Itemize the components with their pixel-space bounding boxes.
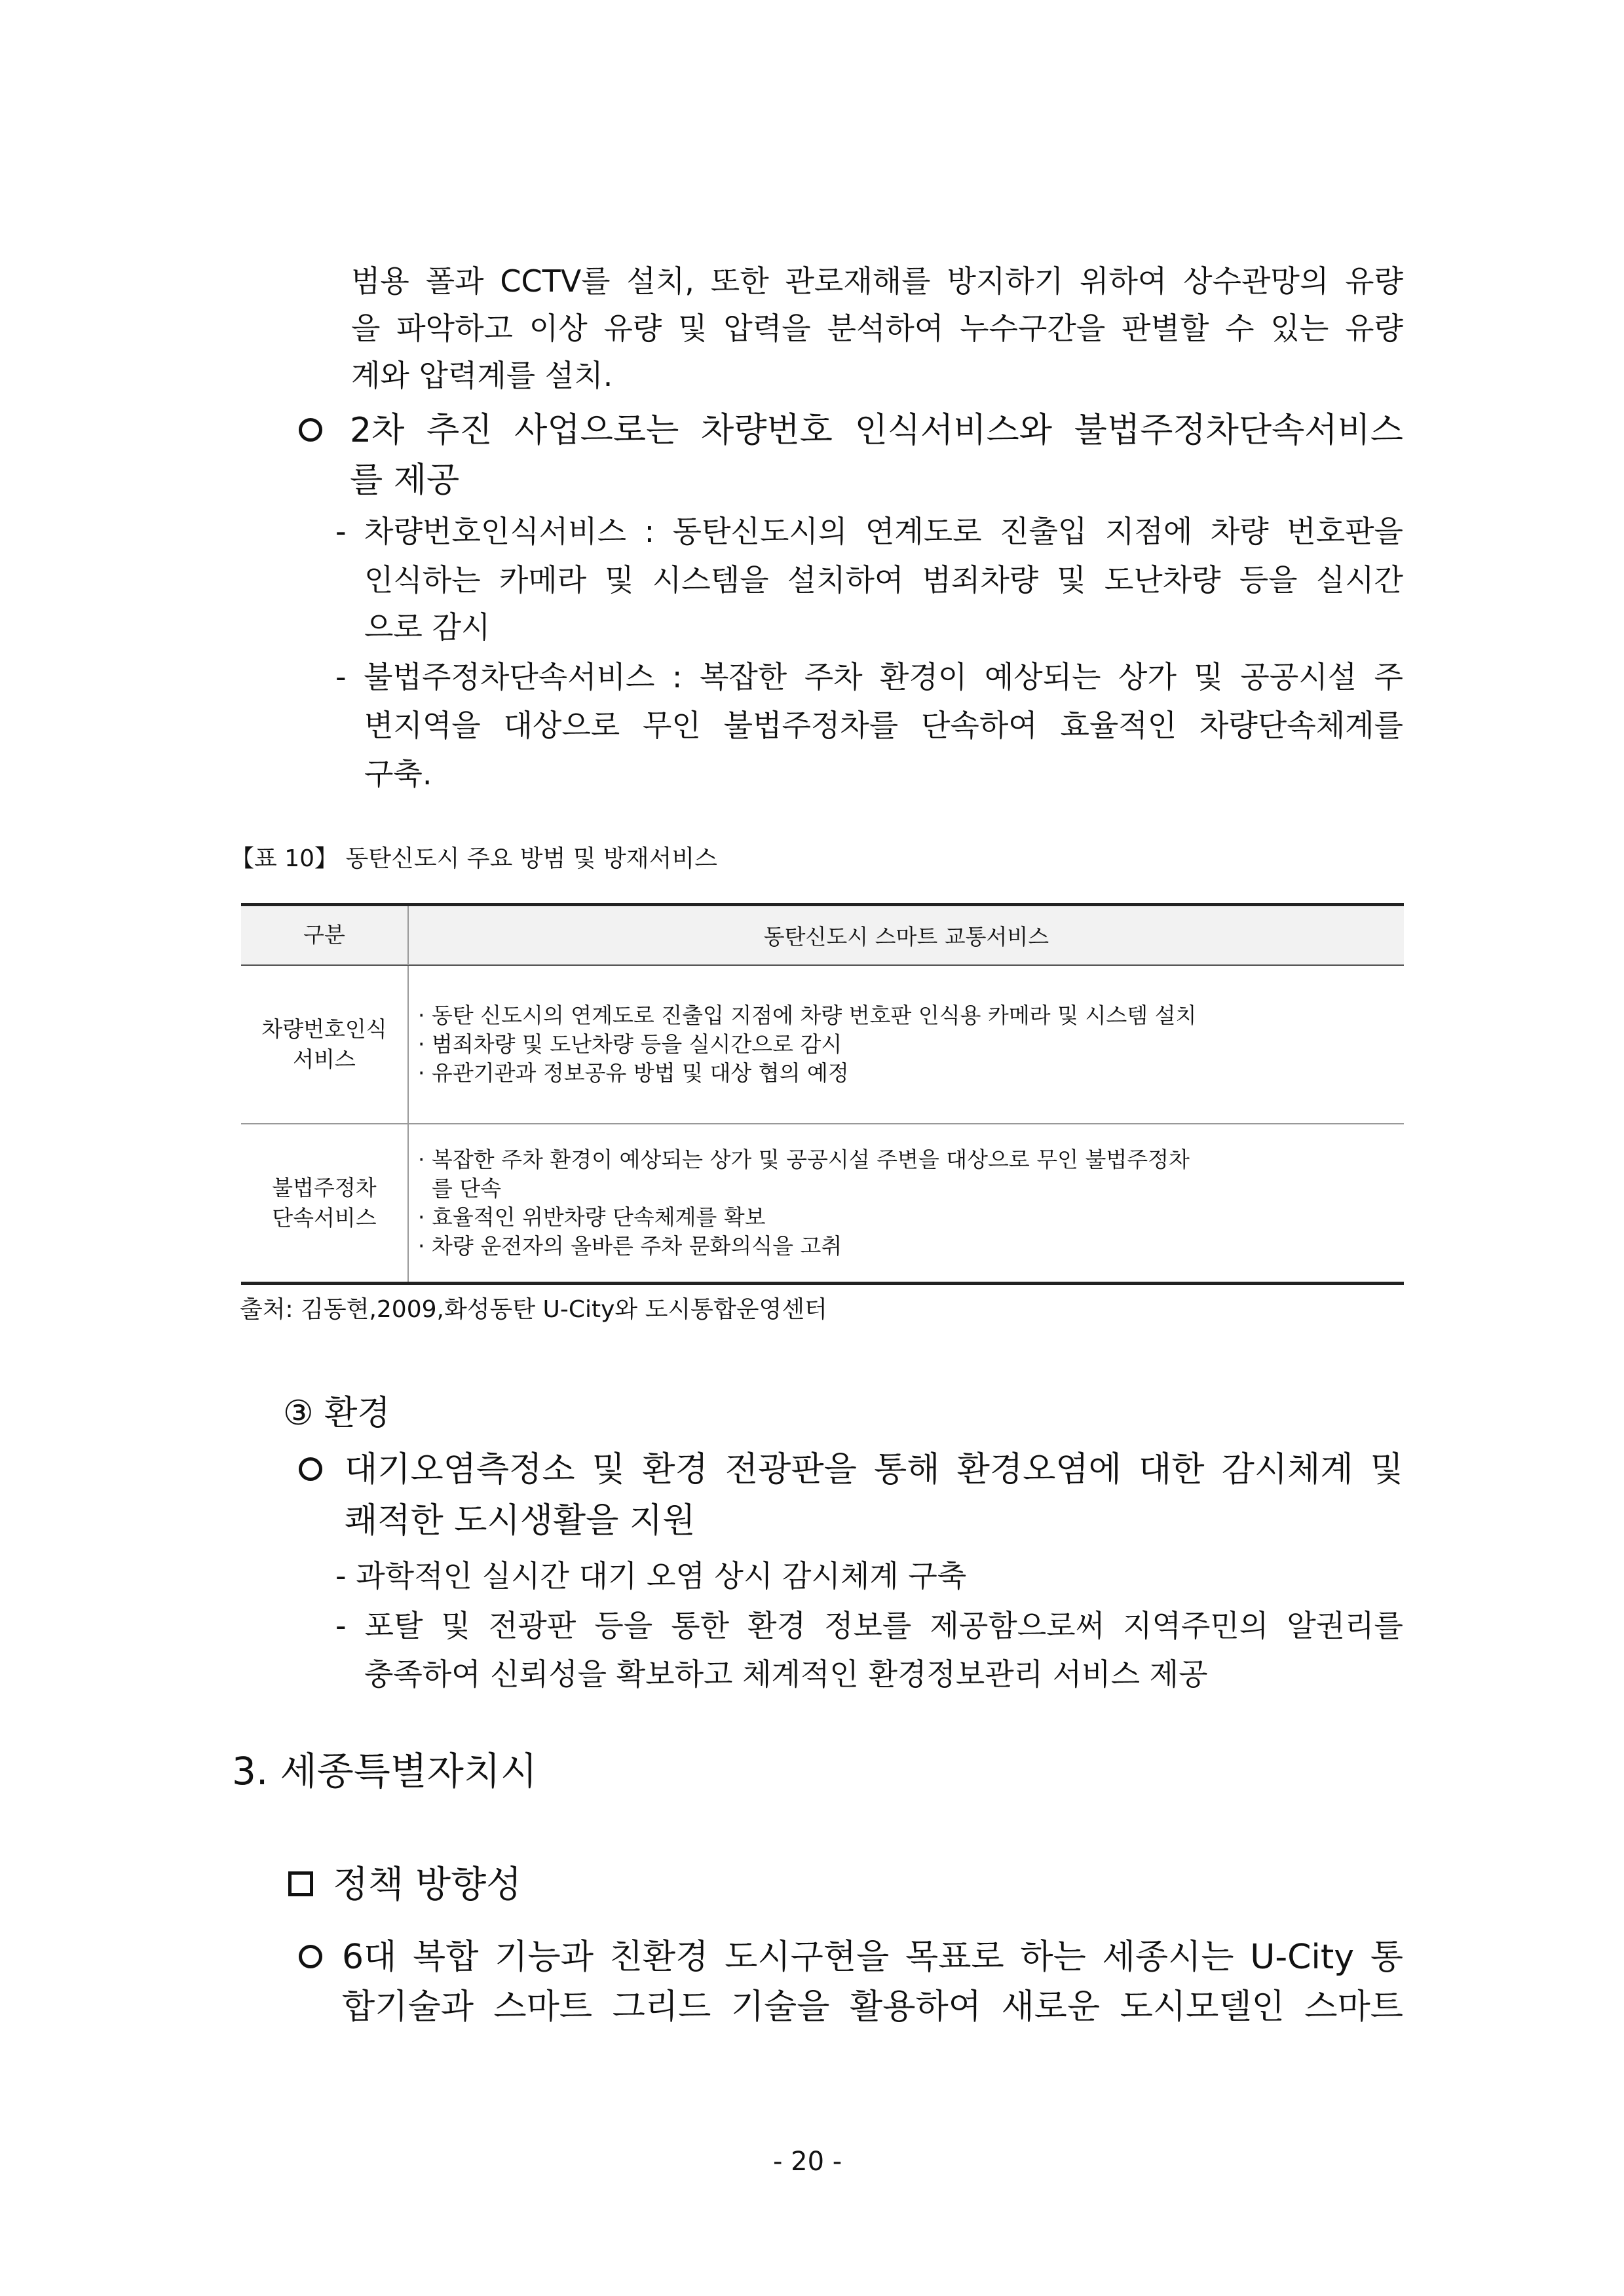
service-table — [241, 903, 1404, 1285]
dash-item-line: 으로 감시 — [364, 609, 491, 645]
table-header-cell: 동탄신도시 스마트 교통서비스 — [408, 905, 1404, 965]
dash-item-line: 인식하는 카메라 및 시스템을 설치하여 범죄차량 및 도난차량 등을 실시간 — [364, 562, 1403, 598]
table-item: · 동탄 신도시의 연계도로 진출입 지점에 차량 번호판 인식용 카메라 및 시스템 설치 — [418, 1002, 1197, 1028]
table-header-row — [241, 905, 1404, 965]
paragraph-line: 를 제공 — [350, 461, 460, 500]
paragraph-line: 합기술과 스마트 그리드 기술을 활용하여 새로운 도시모델인 스마트 — [342, 1987, 1403, 2027]
paragraph-line: 쾌적한 도시생활을 지원 — [345, 1501, 696, 1540]
dash-item-line: 변지역을 대상으로 무인 불법주정차를 단속하여 효율적인 차량단속체계를 — [364, 708, 1403, 743]
chapter-heading: 3. 세종특별자치시 — [232, 1749, 537, 1793]
table-item: · 효율적인 위반차량 단속체계를 확보 — [418, 1204, 766, 1230]
table-row — [241, 965, 1404, 1124]
table-item: · 유관기관과 정보공유 방법 및 대상 협의 예정 — [418, 1060, 849, 1086]
table-items-cell — [408, 965, 1404, 1124]
table-items-cell — [408, 1124, 1404, 1284]
category-line: 단속서비스 — [272, 1204, 377, 1231]
table-header-cell: 구분 — [241, 905, 408, 965]
page-number: - 20 - — [773, 2147, 842, 2177]
dash-item-line: - 차량번호인식서비스 : 동탄신도시의 연계도로 진출입 지점에 차량 번호판을 — [335, 514, 1403, 549]
paragraph-line: 2차 추진 사업으로는 차량번호 인식서비스와 불법주정차단속서비스 — [350, 411, 1403, 450]
table-item: · 범죄차량 및 도난차량 등을 실시간으로 감시 — [418, 1031, 842, 1057]
category-line: 불법주정차 — [272, 1174, 377, 1200]
square-bullet-icon — [288, 1871, 313, 1896]
table-category-cell — [241, 1124, 408, 1284]
table-caption: 【표 10】 동탄신도시 주요 방범 및 방재서비스 — [231, 845, 717, 872]
paragraph-line: 계와 압력계를 설치. — [351, 358, 613, 393]
subsection-heading: 정책 방향성 — [333, 1864, 522, 1906]
circle-bullet-icon — [299, 1945, 322, 1968]
table-item: 를 단속 — [418, 1175, 502, 1201]
section-heading: ③ 환경 — [283, 1394, 390, 1433]
dash-item-line: - 포탈 및 전광판 등을 통한 환경 정보를 제공함으로써 지역주민의 알권리를 — [335, 1608, 1403, 1643]
category-line: 차량번호인식 — [261, 1016, 387, 1042]
paragraph-line: 을 파악하고 이상 유량 및 압력을 분석하여 누수구간을 판별할 수 있는 유량 — [351, 311, 1403, 346]
category-line: 서비스 — [293, 1046, 356, 1072]
table-source: 출처: 김동현,2009,화성동탄 U-City와 도시통합운영센터 — [240, 1296, 827, 1323]
circle-bullet-icon — [299, 418, 322, 442]
dash-item-line: - 불법주정차단속서비스 : 복잡한 주차 환경이 예상되는 상가 및 공공시설 주 — [335, 659, 1403, 695]
table-item: · 차량 운전자의 올바른 주차 문화의식을 고취 — [418, 1233, 842, 1259]
paragraph-line: 대기오염측정소 및 환경 전광판을 통해 환경오염에 대한 감시체계 및 — [345, 1450, 1403, 1489]
dash-item-line: 충족하여 신뢰성을 확보하고 체계적인 환경정보관리 서비스 제공 — [364, 1656, 1208, 1692]
table-row — [241, 1124, 1404, 1284]
table-category-cell — [241, 965, 408, 1124]
paragraph-line: 범용 폴과 CCTV를 설치, 또한 관로재해를 방지하기 위하여 상수관망의 유량 — [351, 263, 1403, 299]
circle-bullet-icon — [299, 1457, 322, 1481]
table-item: · 복잡한 주차 환경이 예상되는 상가 및 공공시설 주변을 대상으로 무인 불법주정차 — [418, 1146, 1190, 1172]
dash-item-line: - 과학적인 실시간 대기 오염 상시 감시체계 구축 — [335, 1558, 967, 1594]
dash-item-line: 구축. — [364, 756, 432, 792]
paragraph-line: 6대 복합 기능과 친환경 도시구현을 목표로 하는 세종시는 U-City 통 — [342, 1938, 1403, 1977]
